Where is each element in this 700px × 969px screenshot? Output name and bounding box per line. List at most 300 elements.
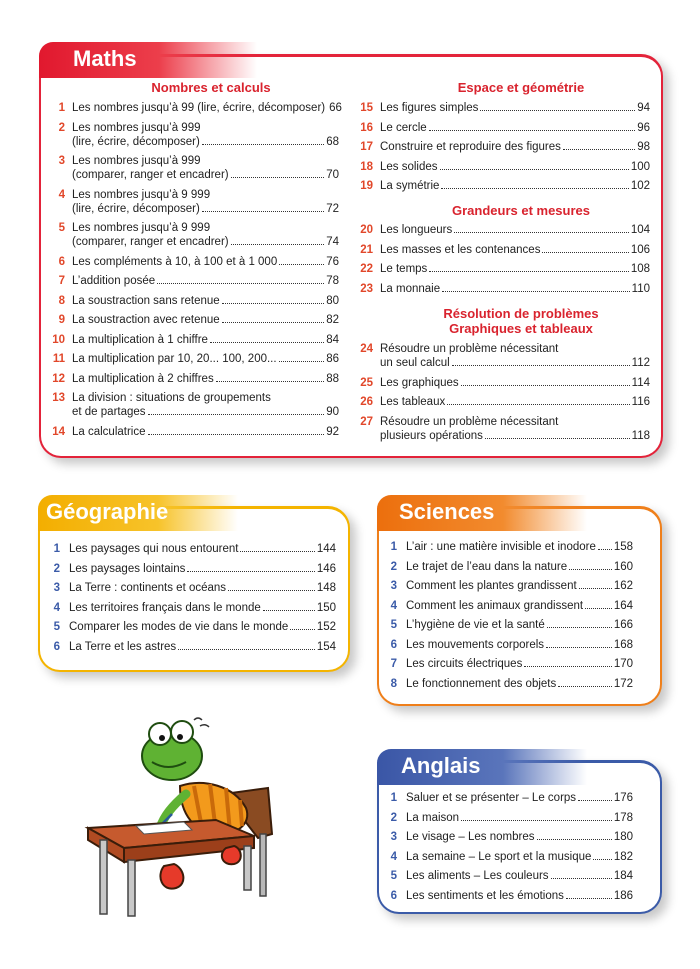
toc-entry-line: [72, 425, 339, 439]
toc-entry: [44, 640, 336, 654]
section-title-espace: Espace et géométrie: [457, 80, 585, 95]
section-title-nombres: Nombres et calculs: [151, 80, 271, 95]
toc-entry-page: 90: [326, 406, 339, 418]
toc-entry-number: 3: [53, 582, 60, 594]
toc-entry-page: 98: [637, 141, 650, 153]
toc-entry-title: L’air : une matière invisible et inodore: [406, 541, 596, 553]
toc-entry: [45, 154, 339, 182]
toc-entry-number: 8: [58, 294, 65, 307]
leader-dots: [210, 334, 324, 343]
toc-entry-page: 94: [637, 102, 650, 114]
toc-entry-title: Les nombres jusqu’à 9 999: [72, 222, 211, 234]
toc-entry-page: 154: [316, 640, 336, 653]
toc-entry: [44, 601, 336, 615]
toc-entry-text: [380, 140, 650, 154]
toc-entry-title: Les circuits électriques: [406, 658, 523, 670]
resolution-list: [353, 342, 650, 448]
toc-entry: [353, 342, 650, 370]
toc-entry-number: 3: [390, 831, 397, 843]
leader-dots: [579, 580, 612, 589]
toc-entry-text: [69, 542, 336, 556]
toc-entry-text: [380, 160, 650, 174]
leader-dots: [222, 314, 325, 323]
toc-entry: [353, 121, 650, 135]
espace-list: [353, 101, 650, 199]
toc-entry-title: La Terre et les astres: [69, 640, 177, 653]
toc-entry: [381, 599, 633, 613]
leader-dots: [429, 263, 629, 272]
leader-dots: [585, 600, 612, 609]
toc-entry-text: [72, 154, 339, 182]
toc-entry: [45, 221, 339, 249]
toc-entry-number: 20: [360, 224, 373, 236]
toc-entry: [45, 352, 339, 366]
toc-entry: [381, 638, 633, 652]
toc-entry-page: 72: [326, 202, 339, 215]
toc-entry-title: (comparer, ranger et encadrer): [72, 236, 229, 248]
toc-entry-title: La multiplication par 10, 20... 100, 200...: [72, 353, 277, 365]
leader-dots: [178, 641, 315, 650]
toc-entry-title: Comment les plantes grandissent: [406, 580, 577, 592]
toc-entry-page: 82: [326, 314, 339, 326]
toc-entry-title: La calculatrice: [72, 425, 146, 438]
toc-entry-page: 160: [613, 560, 633, 573]
toc-entry: [353, 179, 650, 193]
toc-entry-title: Les nombres jusqu’à 999: [72, 155, 201, 167]
toc-entry-number: 3: [390, 580, 397, 592]
toc-entry-title: Le fonctionnement des objets: [406, 677, 557, 690]
toc-entry-text: [72, 425, 339, 439]
leader-dots: [551, 870, 612, 879]
toc-entry-number: 24: [360, 343, 373, 355]
toc-entry-page: 118: [631, 429, 650, 442]
toc-entry-page: 150: [316, 601, 336, 614]
toc-entry-title: et de partages: [72, 406, 146, 418]
toc-entry-text: [406, 850, 633, 864]
toc-entry-line: [69, 640, 336, 654]
toc-entry-title: Comment les animaux grandissent: [406, 599, 584, 612]
toc-entry-number: 4: [390, 599, 397, 612]
leader-dots: [461, 812, 612, 821]
toc-entry: [353, 282, 650, 296]
toc-entry: [45, 313, 339, 327]
toc-entry: [381, 657, 633, 671]
toc-entry-number: 1: [58, 102, 65, 114]
toc-entry-page: 96: [637, 121, 650, 134]
toc-entry-text: [380, 223, 650, 237]
toc-entry-page: 116: [631, 396, 650, 408]
toc-entry: [381, 889, 633, 903]
toc-entry: [381, 618, 633, 632]
toc-entry-text: [72, 313, 339, 327]
toc-entry-number: 1: [390, 792, 397, 804]
toc-entry-text: [72, 391, 339, 419]
toc-entry-text: [69, 620, 336, 634]
toc-entry: [353, 395, 650, 409]
toc-entry-title: La multiplication à 2 chiffres: [72, 372, 214, 385]
toc-entry: [45, 188, 339, 216]
toc-entry-number: 16: [360, 121, 373, 134]
section-title-grandeurs: Grandeurs et mesures: [451, 203, 590, 218]
toc-entry-text: [406, 657, 633, 671]
toc-entry-line: [380, 342, 650, 356]
toc-entry: [353, 140, 650, 154]
leader-dots: [187, 563, 314, 572]
toc-entry-line: [72, 391, 339, 405]
toc-entry-title: Les aliments – Les couleurs: [406, 870, 549, 882]
toc-entry-text: [406, 579, 633, 593]
toc-entry-line: [72, 372, 339, 386]
leader-dots: [558, 678, 612, 687]
toc-entry-title: La soustraction sans retenue: [72, 294, 220, 307]
leader-dots: [447, 396, 629, 405]
toc-entry-number: 5: [390, 619, 397, 631]
toc-entry-page: 104: [630, 224, 650, 236]
leader-dots: [563, 141, 635, 150]
toc-entry-number: 18: [360, 160, 373, 173]
toc-entry: [45, 121, 339, 149]
toc-entry-number: 6: [390, 889, 397, 902]
toc-entry-title: Le trajet de l’eau dans la nature: [406, 560, 568, 573]
toc-entry-number: 7: [390, 658, 397, 670]
desk-leg-left: [100, 840, 107, 914]
toc-entry-number: 23: [360, 282, 373, 295]
toc-entry-line: [72, 255, 339, 269]
toc-entry-text: [406, 869, 633, 883]
toc-entry-page: 74: [326, 236, 339, 248]
toc-entry-page: 106: [630, 243, 650, 256]
nombres-list: [45, 101, 342, 444]
toc-entry-line: [406, 579, 633, 593]
toc-entry-line: [72, 154, 339, 168]
toc-entry-number: 2: [53, 562, 60, 575]
toc-entry-line: [380, 376, 650, 390]
toc-entry-line: [72, 294, 339, 308]
toc-entry-text: [406, 677, 633, 691]
toc-entry: [381, 791, 633, 805]
toc-entry-line: [72, 235, 339, 249]
toc-entry-title: (lire, écrire, décomposer): [72, 135, 200, 148]
geographie-list: [44, 542, 336, 659]
toc-entry-text: [380, 415, 650, 443]
toc-entry-line: [72, 188, 339, 202]
leader-dots: [263, 602, 315, 611]
leader-dots: [537, 831, 612, 840]
toc-entry-page: 108: [630, 263, 650, 275]
leader-dots: [485, 430, 630, 439]
toc-entry-number: 2: [390, 560, 397, 573]
toc-entry: [353, 223, 650, 237]
toc-entry-line: [406, 657, 633, 671]
leader-dots: [480, 102, 635, 111]
chair-leg: [260, 834, 266, 896]
toc-entry-line: [406, 791, 633, 805]
toc-entry-text: [406, 791, 633, 805]
toc-entry-number: 25: [360, 376, 373, 389]
toc-entry-number: 6: [53, 640, 60, 653]
toc-entry-text: [72, 294, 339, 308]
toc-entry-text: [72, 221, 339, 249]
leader-dots: [442, 283, 630, 292]
toc-entry-page: 146: [316, 562, 336, 575]
sciences-panel: [377, 499, 662, 706]
toc-entry-line: [72, 405, 339, 419]
toc-entry-number: 9: [58, 314, 65, 326]
toc-entry-title: Le visage – Les nombres: [406, 831, 535, 843]
leader-dots: [441, 180, 628, 189]
toc-entry: [45, 333, 339, 347]
toc-entry-number: 1: [390, 541, 397, 553]
toc-entry-number: 5: [390, 870, 397, 882]
toc-entry-text: [406, 638, 633, 652]
toc-entry-number: 4: [53, 601, 60, 614]
anglais-title: Anglais: [377, 749, 587, 785]
toc-entry-line: [380, 223, 650, 237]
leader-dots: [578, 792, 612, 801]
leader-dots: [202, 136, 324, 145]
toc-entry-title: La Terre : continents et océans: [69, 582, 227, 594]
leader-dots: [569, 561, 612, 570]
desk-leg-right: [244, 846, 251, 890]
toc-entry-title: Les mouvements corporels: [406, 638, 545, 651]
toc-entry-text: [72, 188, 339, 216]
toc-entry-text: [406, 811, 633, 825]
toc-entry-line: [380, 243, 650, 257]
toc-entry-page: 180: [613, 831, 633, 843]
leader-dots: [231, 169, 325, 178]
leader-dots: [546, 639, 612, 648]
toc-entry: [353, 160, 650, 174]
toc-entry-line: [72, 221, 339, 235]
toc-entry-title: L’hygiène de vie et la santé: [406, 619, 545, 631]
toc-entry-line: [72, 202, 339, 216]
leader-dots: [547, 619, 612, 628]
toc-entry-page: 88: [326, 372, 339, 385]
toc-entry-title: Résoudre un problème nécessitant: [380, 343, 559, 355]
toc-entry-page: 112: [631, 357, 650, 369]
grandeurs-list: [353, 223, 650, 301]
toc-entry-title: Les nombres jusqu’à 999: [72, 121, 201, 134]
toc-entry: [353, 262, 650, 276]
toc-entry-number: 2: [390, 811, 397, 824]
toc-entry-line: [72, 101, 342, 115]
toc-entry-page: 184: [613, 870, 633, 882]
toc-entry-line: [380, 282, 650, 296]
toc-entry-line: [72, 333, 339, 347]
toc-entry: [45, 391, 339, 419]
toc-entry-text: [380, 243, 650, 257]
toc-entry-text: [69, 581, 336, 595]
toc-entry: [353, 415, 650, 443]
leader-dots: [222, 295, 325, 304]
toc-entry: [381, 540, 633, 554]
toc-entry-line: [72, 274, 339, 288]
maths-title: Maths: [39, 42, 257, 78]
toc-entry: [45, 372, 339, 386]
leader-dots: [279, 256, 324, 265]
anglais-list: [381, 791, 633, 908]
toc-entry-title: Le temps: [380, 263, 428, 275]
toc-entry-page: 162: [613, 580, 633, 592]
toc-entry-page: 166: [613, 619, 633, 631]
toc-entry-text: [72, 255, 339, 269]
toc-entry-line: [380, 140, 650, 154]
toc-entry-number: 14: [52, 425, 65, 438]
toc-entry-text: [72, 333, 339, 347]
leader-dots: [452, 357, 630, 366]
leader-dots: [524, 658, 611, 667]
toc-entry-number: 13: [52, 392, 65, 404]
toc-entry: [381, 869, 633, 883]
toc-entry-title: La multiplication à 1 chiffre: [72, 333, 208, 346]
pupil-right: [177, 734, 183, 740]
toc-entry-line: [69, 601, 336, 615]
toc-entry-title: plusieurs opérations: [380, 429, 483, 442]
toc-entry-page: 92: [326, 425, 339, 438]
toc-entry: [44, 542, 336, 556]
toc-entry-number: 6: [390, 638, 397, 651]
toc-entry-page: 86: [326, 353, 339, 365]
toc-entry-page: 68: [326, 135, 339, 148]
toc-entry-line: [69, 542, 336, 556]
leader-dots: [148, 426, 325, 435]
toc-entry-text: [380, 121, 650, 135]
toc-entry-line: [69, 620, 336, 634]
toc-entry-title: Les territoires français dans le monde: [69, 601, 261, 614]
leader-dots: [429, 122, 636, 131]
toc-entry: [381, 850, 633, 864]
toc-entry-text: [72, 121, 339, 149]
leader-dots: [240, 543, 314, 552]
resolution-title-line-1: Résolution de problèmes: [443, 306, 599, 321]
toc-entry-text: [72, 372, 339, 386]
toc-entry-number: 5: [58, 222, 65, 234]
toc-entry-title: Les masses et les contenances: [380, 243, 541, 256]
toc-entry-line: [406, 618, 633, 632]
resolution-title-line-2: Graphiques et tableaux: [449, 321, 593, 336]
toc-entry-line: [69, 562, 336, 576]
toc-entry-line: [406, 540, 633, 554]
toc-entry-title: Les graphiques: [380, 376, 459, 389]
toc-entry: [381, 579, 633, 593]
toc-entry-page: 158: [613, 541, 633, 553]
toc-entry-line: [72, 168, 339, 182]
toc-entry-line: [72, 135, 339, 149]
leader-dots: [593, 851, 611, 860]
toc-entry-number: 12: [52, 372, 65, 385]
toc-entry-page: 78: [326, 275, 339, 287]
toc-entry-page: 76: [326, 255, 339, 268]
toc-entry-text: [406, 830, 633, 844]
frog-eye-left: [149, 723, 171, 745]
toc-entry-page: 66: [329, 102, 342, 114]
toc-entry-title: Les paysages qui nous entourent: [69, 543, 239, 555]
toc-entry-line: [380, 415, 650, 429]
toc-entry-text: [72, 352, 339, 366]
toc-entry-number: 10: [52, 333, 65, 346]
leader-dots: [202, 203, 324, 212]
toc-entry-number: 3: [58, 155, 65, 167]
toc-entry-line: [406, 850, 633, 864]
thinking-marks: [194, 718, 209, 727]
toc-entry-page: 182: [613, 850, 633, 863]
toc-entry-number: 19: [360, 180, 373, 192]
toc-entry-line: [406, 638, 633, 652]
toc-entry: [381, 811, 633, 825]
toc-entry-number: 4: [390, 850, 397, 863]
leader-dots: [216, 373, 325, 382]
toc-entry-title: L’addition posée: [72, 275, 156, 287]
section-title-resolution: [401, 306, 641, 336]
toc-entry-title: La division : situations de groupements: [72, 392, 271, 404]
toc-entry-line: [72, 121, 339, 135]
toc-entry-title: Les paysages lointains: [69, 562, 186, 575]
toc-entry-title: Le cercle: [380, 121, 427, 134]
leader-dots: [279, 353, 325, 362]
leader-dots: [461, 377, 630, 386]
toc-entry-title: (comparer, ranger et encadrer): [72, 169, 229, 181]
toc-entry-page: 168: [613, 638, 633, 651]
toc-entry-number: 6: [58, 255, 65, 268]
toc-entry-page: 164: [613, 599, 633, 612]
toc-entry-line: [72, 352, 339, 366]
toc-entry-number: 17: [360, 141, 373, 153]
toc-entry-text: [72, 101, 342, 115]
toc-entry-text: [380, 376, 650, 390]
toc-entry-page: 84: [326, 333, 339, 346]
toc-entry-number: 26: [360, 396, 373, 408]
desk-leg-front: [128, 860, 135, 916]
toc-entry: [381, 560, 633, 574]
toc-entry-title: La semaine – Le sport et la musique: [406, 850, 592, 863]
toc-entry-page: 152: [316, 621, 336, 633]
toc-entry-title: La monnaie: [380, 282, 441, 295]
toc-entry-title: La soustraction avec retenue: [72, 314, 220, 326]
leader-dots: [231, 236, 325, 245]
toc-entry-line: [380, 101, 650, 115]
toc-entry-text: [380, 262, 650, 276]
toc-entry-line: [406, 560, 633, 574]
toc-entry-number: 8: [390, 677, 397, 690]
toc-entry-title: Les longueurs: [380, 224, 453, 236]
toc-entry-title: Comparer les modes de vie dans le monde: [69, 621, 289, 633]
toc-entry-title: Les nombres jusqu’à 9 999: [72, 188, 211, 201]
toc-entry: [44, 581, 336, 595]
toc-entry-text: [380, 101, 650, 115]
toc-entry-page: 70: [326, 169, 339, 181]
toc-entry-text: [69, 640, 336, 654]
toc-entry-text: [406, 560, 633, 574]
maths-panel: [39, 46, 663, 458]
pupil-left: [159, 735, 165, 741]
toc-entry-title: Construire et reproduire des figures: [380, 141, 561, 153]
toc-entry: [44, 620, 336, 634]
toc-entry: [45, 425, 339, 439]
toc-entry-title: Les nombres jusqu’à 99 (lire, écrire, décomposer): [72, 102, 326, 114]
toc-entry-line: [406, 830, 633, 844]
toc-entry-number: 5: [53, 621, 60, 633]
toc-entry: [353, 243, 650, 257]
toc-entry: [353, 376, 650, 390]
toc-entry-number: 7: [58, 275, 65, 287]
toc-entry-text: [406, 599, 633, 613]
toc-entry: [381, 677, 633, 691]
toc-entry-page: 148: [316, 582, 336, 594]
toc-entry-page: 176: [613, 792, 633, 804]
toc-entry-text: [72, 274, 339, 288]
geographie-title: Géographie: [38, 495, 238, 531]
leader-dots: [148, 406, 325, 415]
